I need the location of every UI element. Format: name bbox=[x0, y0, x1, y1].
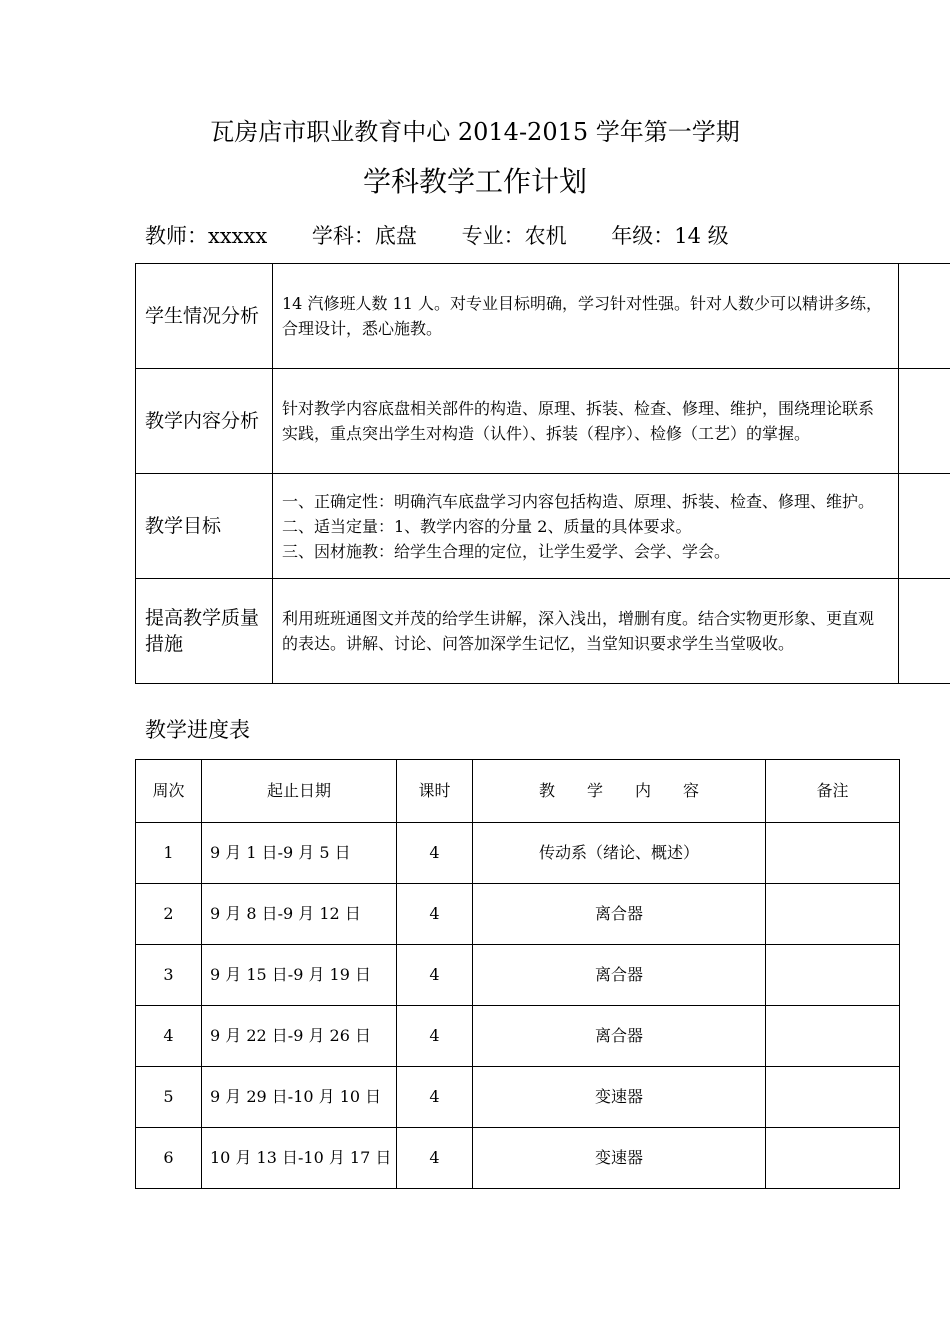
dates-cell: 10 月 13 日-10 月 17 日 bbox=[202, 1128, 397, 1189]
analysis-extra-cell bbox=[899, 579, 950, 684]
hours-cell: 4 bbox=[397, 884, 473, 945]
week-cell: 1 bbox=[136, 823, 202, 884]
table-row bbox=[136, 1128, 900, 1189]
document-title bbox=[0, 117, 950, 147]
analysis-row bbox=[136, 579, 950, 684]
notes-cell bbox=[766, 945, 900, 1006]
content-cell: 传动系（绪论、概述） bbox=[473, 823, 766, 884]
dates-cell: 9 月 29 日-10 月 10 日 bbox=[202, 1067, 397, 1128]
week-cell: 6 bbox=[136, 1128, 202, 1189]
dates-cell: 9 月 22 日-9 月 26 日 bbox=[202, 1006, 397, 1067]
content-cell: 离合器 bbox=[473, 945, 766, 1006]
table-row bbox=[136, 1006, 900, 1067]
analysis-text: 利用班班通图文并茂的给学生讲解，深入浅出，增删有度。结合实物更形象、更直观的表达。讲解、讨论、问答加深学生记忆，当堂知识要求学生当堂吸收。 bbox=[282, 609, 875, 653]
teacher-info-line bbox=[145, 222, 729, 250]
notes-cell bbox=[766, 1128, 900, 1189]
week-cell: 4 bbox=[136, 1006, 202, 1067]
document-title-text: 瓦房店市职业教育中心 2014-2015 学年第一学期 bbox=[210, 118, 740, 146]
content-cell: 变速器 bbox=[473, 1128, 766, 1189]
analysis-extra-cell bbox=[899, 474, 950, 579]
table-row bbox=[136, 884, 900, 945]
analysis-text: 14 汽修班人数 11 人。对专业目标明确，学习针对性强。针对人数少可以精讲多练，合理设计，悉心施教。 bbox=[282, 294, 882, 338]
analysis-text: 针对教学内容底盘相关部件的构造、原理、拆装、检查、修理、维护，围绕理论联系实践，重点突出学生对构造（认件）、拆装（程序）、检修（工艺）的掌握。 bbox=[282, 399, 875, 443]
content-cell: 离合器 bbox=[473, 1006, 766, 1067]
header-content: 教 学 内 容 bbox=[473, 760, 766, 823]
dates-cell: 9 月 1 日-9 月 5 日 bbox=[202, 823, 397, 884]
content-cell: 离合器 bbox=[473, 884, 766, 945]
week-cell: 3 bbox=[136, 945, 202, 1006]
analysis-label: 提高教学质量措施 bbox=[136, 579, 273, 684]
table-row bbox=[136, 823, 900, 884]
header-week: 周次 bbox=[136, 760, 202, 823]
analysis-content bbox=[273, 369, 899, 474]
analysis-label: 学生情况分析 bbox=[136, 264, 273, 369]
teacher-field: 教师：xxxxx bbox=[145, 224, 268, 248]
table-row bbox=[136, 945, 900, 1006]
goal-line: 一、正确定性：明确汽车底盘学习内容包括构造、原理、拆装、检查、修理、维护。 bbox=[282, 491, 875, 511]
week-cell: 2 bbox=[136, 884, 202, 945]
analysis-content bbox=[273, 264, 899, 369]
analysis-label: 教学目标 bbox=[136, 474, 273, 579]
dates-cell: 9 月 15 日-9 月 19 日 bbox=[202, 945, 397, 1006]
major-field: 专业：农机 bbox=[461, 224, 567, 248]
hours-cell: 4 bbox=[397, 1067, 473, 1128]
notes-cell bbox=[766, 1006, 900, 1067]
header-dates: 起止日期 bbox=[202, 760, 397, 823]
schedule-header-row bbox=[136, 760, 900, 823]
hours-cell: 4 bbox=[397, 945, 473, 1006]
content-cell: 变速器 bbox=[473, 1067, 766, 1128]
schedule-table bbox=[135, 759, 900, 1189]
analysis-table bbox=[135, 263, 950, 684]
dates-cell: 9 月 8 日-9 月 12 日 bbox=[202, 884, 397, 945]
header-hours: 课时 bbox=[397, 760, 473, 823]
analysis-label: 教学内容分析 bbox=[136, 369, 273, 474]
grade-field: 年级：14 级 bbox=[611, 224, 729, 248]
analysis-extra-cell bbox=[899, 264, 950, 369]
analysis-content bbox=[273, 579, 899, 684]
hours-cell: 4 bbox=[397, 823, 473, 884]
hours-cell: 4 bbox=[397, 1006, 473, 1067]
schedule-title: 教学进度表 bbox=[145, 718, 250, 742]
analysis-row bbox=[136, 264, 950, 369]
subject-field: 学科：底盘 bbox=[311, 224, 417, 248]
goal-line: 三、因材施教：给学生合理的定位，让学生爱学、会学、学会。 bbox=[282, 541, 731, 561]
analysis-extra-cell bbox=[899, 369, 950, 474]
week-cell: 5 bbox=[136, 1067, 202, 1128]
notes-cell bbox=[766, 823, 900, 884]
goal-line: 二、适当定量：1、教学内容的分量 2、质量的具体要求。 bbox=[282, 516, 692, 536]
header-notes: 备注 bbox=[766, 760, 900, 823]
notes-cell bbox=[766, 884, 900, 945]
document-subtitle: 学科教学工作计划 bbox=[362, 165, 587, 198]
analysis-row bbox=[136, 474, 950, 579]
analysis-row bbox=[136, 369, 950, 474]
notes-cell bbox=[766, 1067, 900, 1128]
hours-cell: 4 bbox=[397, 1128, 473, 1189]
analysis-content bbox=[273, 474, 899, 579]
table-row bbox=[136, 1067, 900, 1128]
